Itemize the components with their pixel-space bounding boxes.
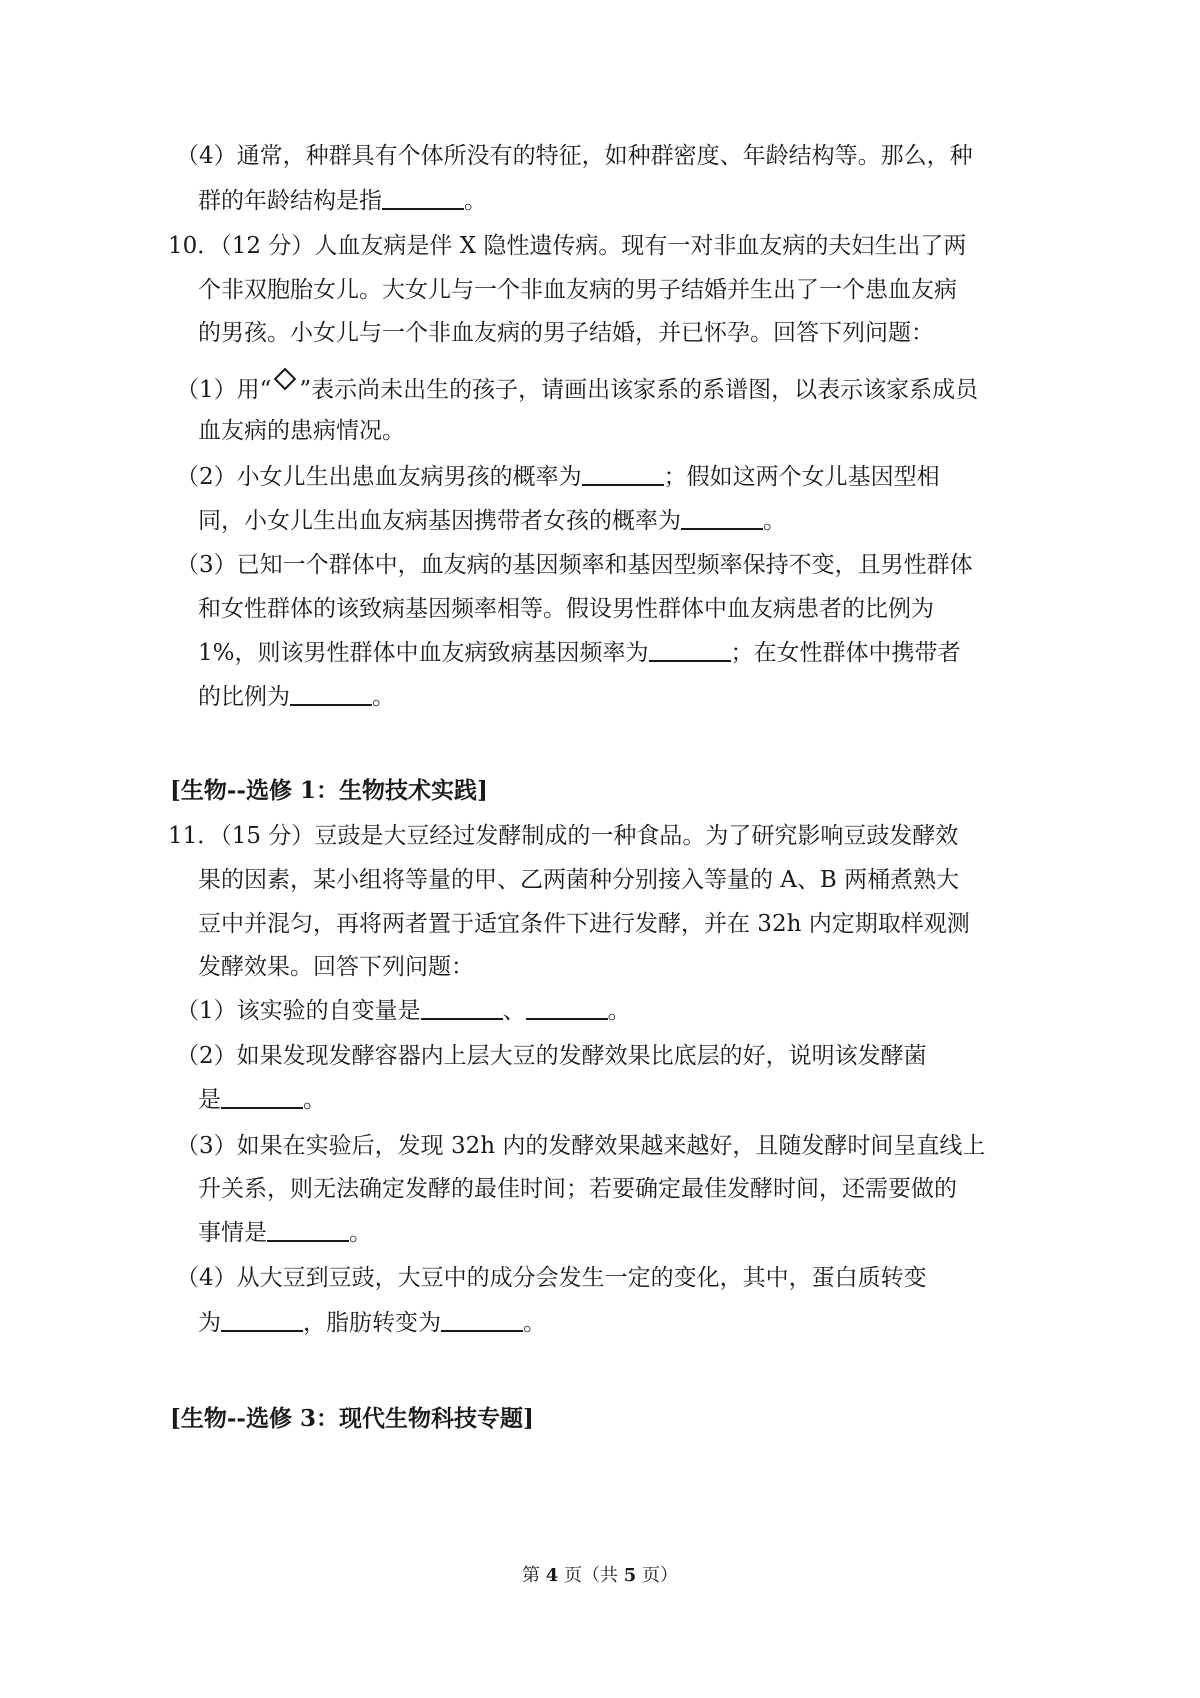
text: 。 bbox=[523, 1310, 546, 1336]
q11-part1-line1 bbox=[176, 996, 631, 1026]
text: 、 bbox=[502, 998, 526, 1024]
text: （2）小女儿生出患血友病男孩的概率为 bbox=[176, 464, 582, 490]
q10-part3-line2: 和女性群体的该致病基因频率相等。假设男性群体中血友病患者的比例为 bbox=[198, 596, 934, 622]
section-heading-elective3: [生物--选修 3：现代生物科技专题] bbox=[170, 1405, 534, 1432]
answer-blank bbox=[441, 1308, 523, 1332]
answer-blank bbox=[649, 638, 731, 662]
answer-blank bbox=[221, 1085, 303, 1109]
text: ；在女性群体中携带者 bbox=[730, 640, 961, 666]
text: 。 bbox=[607, 998, 631, 1024]
q11-part3-line3 bbox=[198, 1218, 372, 1248]
text: 。 bbox=[763, 508, 786, 534]
q10-part2-line2 bbox=[198, 506, 786, 536]
q10-part2-line1 bbox=[176, 462, 940, 492]
text: 为 bbox=[198, 1310, 221, 1336]
text: 1%，则该男性群体中血友病致病基因频率为 bbox=[198, 640, 649, 666]
text: （1）该实验的自变量是 bbox=[176, 998, 421, 1024]
text: ；假如这两个女儿基因型相 bbox=[663, 464, 940, 490]
q10-stem-line2: 个非双胞胎女儿。大女儿与一个非血友病的男子结婚并生出了一个患血友病 bbox=[198, 277, 957, 303]
text: 。 bbox=[349, 1220, 372, 1246]
q10-part3-line3 bbox=[198, 638, 961, 668]
text: 。 bbox=[372, 684, 395, 710]
q11-stem-line4: 发酵效果。回答下列问题： bbox=[198, 954, 474, 980]
answer-blank bbox=[382, 186, 464, 210]
q11-part4-line1: （4）从大豆到豆豉，大豆中的成分会发生一定的变化，其中，蛋白质转变 bbox=[176, 1265, 927, 1291]
text: 的比例为 bbox=[198, 684, 290, 710]
page-number: 4 bbox=[545, 1565, 559, 1586]
q10-part1-line2: 血友病的患病情况。 bbox=[198, 418, 405, 444]
q9-part4-line1: （4）通常，种群具有个体所没有的特征，如种群密度、年龄结构等。那么，种 bbox=[176, 143, 973, 169]
q11-stem-line1: 11．（15 分）豆豉是大豆经过发酵制成的一种食品。为了研究影响豆豉发酵效 bbox=[168, 823, 959, 849]
q11-part3-line2: 升关系，则无法确定发酵的最佳时间；若要确定最佳发酵时间，还需要做的 bbox=[198, 1176, 957, 1202]
section-heading-elective1: [生物--选修 1：生物技术实践] bbox=[170, 777, 488, 804]
answer-blank bbox=[526, 996, 608, 1020]
q11-part2-line1: （2）如果发现发酵容器内上层大豆的发酵效果比底层的好，说明该发酵菌 bbox=[176, 1043, 927, 1069]
q11-part4-line2 bbox=[198, 1308, 546, 1338]
text: ”表示尚未出生的孩子，请画出该家系的系谱图，以表示该家系成员 bbox=[299, 377, 979, 403]
answer-blank bbox=[290, 682, 372, 706]
total-pages: 5 bbox=[623, 1565, 637, 1586]
answer-blank bbox=[582, 462, 664, 486]
text: 。 bbox=[303, 1087, 326, 1113]
q9-part4-line2 bbox=[198, 186, 487, 216]
q10-stem-line3: 的男孩。小女儿与一个非血友病的男子结婚，并已怀孕。回答下列问题： bbox=[198, 320, 934, 346]
q11-part3-line1: （3）如果在实验后，发现 32h 内的发酵效果越来越好，且随发酵时间呈直线上 bbox=[176, 1133, 986, 1159]
text: （1）用“ bbox=[176, 377, 272, 403]
answer-blank bbox=[421, 996, 503, 1020]
text: 是 bbox=[198, 1087, 221, 1113]
answer-blank bbox=[267, 1218, 349, 1242]
q10-stem-line1: 10．（12 分）人血友病是伴 X 隐性遗传病。现有一对非血友病的夫妇生出了两 bbox=[168, 233, 967, 259]
footer-text: 页（共 bbox=[558, 1565, 624, 1586]
q11-stem-line3: 豆中并混匀，再将两者置于适宜条件下进行发酵，并在 32h 内定期取样观测 bbox=[198, 911, 970, 937]
q10-part3-line1: （3）已知一个群体中，血友病的基因频率和基因型频率保持不变，且男性群体 bbox=[176, 552, 973, 578]
q11-stem-line2: 果的因素，某小组将等量的甲、乙两菌种分别接入等量的 A、B 两桶煮熟大 bbox=[198, 867, 960, 893]
text: ，脂肪转变为 bbox=[303, 1310, 441, 1336]
text: 事情是 bbox=[198, 1220, 267, 1246]
answer-blank bbox=[221, 1308, 303, 1332]
footer-text: 第 bbox=[522, 1565, 546, 1586]
q10-part3-line4 bbox=[198, 682, 395, 712]
q10-part1-line1 bbox=[176, 371, 978, 405]
text: 。 bbox=[464, 188, 487, 214]
q11-part2-line2 bbox=[198, 1085, 326, 1115]
page-footer bbox=[0, 1564, 1200, 1588]
footer-text: 页） bbox=[636, 1565, 678, 1586]
text: 同，小女儿生出血友病基因携带者女孩的概率为 bbox=[198, 508, 681, 534]
diamond-symbol-icon bbox=[274, 368, 297, 391]
answer-blank bbox=[681, 506, 763, 530]
text: 群的年龄结构是指 bbox=[198, 188, 382, 214]
